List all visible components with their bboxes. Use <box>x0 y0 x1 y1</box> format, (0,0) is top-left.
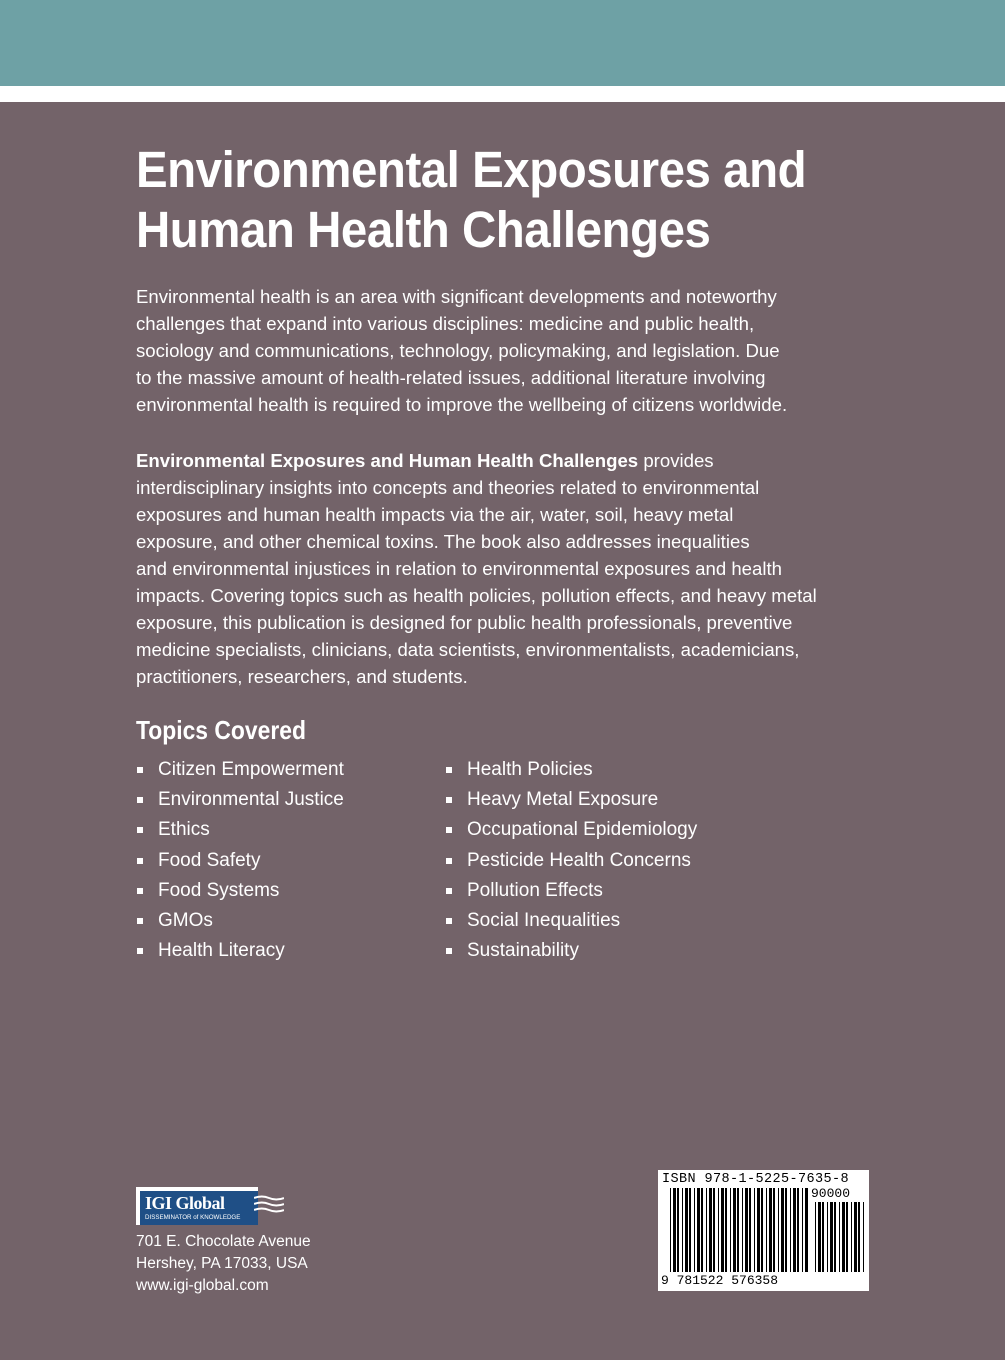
topic-item <box>445 815 697 845</box>
bullet-icon <box>137 767 143 773</box>
barcode-bar <box>689 1188 691 1272</box>
barcode-bar <box>713 1188 715 1272</box>
white-divider-stripe <box>0 86 1005 102</box>
barcode-bar <box>818 1202 821 1272</box>
topic-item <box>136 785 344 815</box>
topic-label: Pesticide Health Concerns <box>467 849 691 871</box>
book-title <box>136 140 843 260</box>
barcode-bar <box>706 1188 707 1272</box>
barcode-bar <box>733 1188 736 1272</box>
barcode-bar <box>709 1188 712 1272</box>
paragraph-line <box>136 447 881 474</box>
title-line: Human Health Challenges <box>136 201 711 258</box>
paragraph-line: sociology and communications, technology, policymaking, and legislation. Due <box>136 340 780 361</box>
paragraph-line: interdisciplinary insights into concepts and theories related to environmental <box>136 477 760 498</box>
bullet-icon <box>137 797 143 803</box>
bullet-icon <box>137 827 143 833</box>
bullet-icon <box>446 858 452 864</box>
topic-label: Health Literacy <box>158 940 285 962</box>
topic-item <box>136 876 344 906</box>
topic-item <box>445 936 697 966</box>
topic-item <box>445 785 697 815</box>
topic-label: Sustainability <box>467 940 579 962</box>
paragraph-line: challenges that expand into various disciplines: medicine and public health, <box>136 313 755 334</box>
barcode-bar <box>761 1188 763 1272</box>
paragraph-line: to the massive amount of health-related issues, additional literature involving <box>136 367 766 388</box>
barcode-bar <box>730 1188 731 1272</box>
barcode-bar <box>822 1202 824 1272</box>
barcode-bar <box>790 1188 791 1272</box>
logo-background <box>140 1191 258 1225</box>
barcode-bar <box>854 1202 857 1272</box>
barcode-bar <box>797 1188 799 1272</box>
bullet-icon <box>446 797 452 803</box>
logo-name: IGI Global <box>145 1193 225 1213</box>
topic-item <box>136 815 344 845</box>
paragraph-line: exposure, and other chemical toxins. The book also addresses inequalities <box>136 531 750 552</box>
book-title-inline: Environmental Exposures and Human Health Challenges <box>136 450 639 471</box>
paragraph-line: practitioners, researchers, and students. <box>136 666 468 687</box>
topic-label: Ethics <box>158 819 210 841</box>
address-street: 701 E. Chocolate Avenue <box>136 1233 311 1250</box>
topic-label: Health Policies <box>467 759 593 780</box>
barcode-bar <box>839 1202 840 1272</box>
topic-label: Citizen Empowerment <box>158 759 344 780</box>
barcode-bar <box>766 1188 767 1272</box>
topic-label: Food Safety <box>158 849 261 871</box>
barcode-bar <box>757 1188 760 1272</box>
topic-label: Food Systems <box>158 879 280 901</box>
topic-item <box>445 755 697 785</box>
barcode-bar <box>858 1202 860 1272</box>
barcode-bar <box>742 1188 743 1272</box>
barcode-bar <box>685 1188 688 1272</box>
barcode-bar <box>725 1188 727 1272</box>
topic-label: Heavy Metal Exposure <box>467 789 659 811</box>
paragraph-line: impacts. Covering topics such as health policies, pollution effects, and heavy metal <box>136 585 817 606</box>
barcode-bar <box>670 1188 671 1272</box>
topic-item <box>136 936 344 966</box>
title-line: Environmental Exposures and <box>136 141 807 198</box>
barcode-bar <box>718 1188 719 1272</box>
paragraph-line: exposures and human health impacts via the air, water, soil, heavy metal <box>136 504 734 525</box>
top-color-band <box>0 0 1005 86</box>
barcode-bar <box>827 1202 828 1272</box>
topics-list-left <box>136 755 344 966</box>
barcode-price-code: 90000 <box>811 1186 851 1201</box>
topic-item <box>445 906 697 936</box>
topic-label: Environmental Justice <box>158 789 344 811</box>
logo-tagline: DISSEMINATOR of KNOWLEDGE <box>145 1214 241 1221</box>
bullet-icon <box>137 918 143 924</box>
barcode-bar <box>863 1202 864 1272</box>
barcode-bar <box>694 1188 695 1272</box>
publisher-website: www.igi-global.com <box>136 1277 269 1294</box>
barcode-bar <box>749 1188 751 1272</box>
topic-label: Social Inequalities <box>467 909 621 931</box>
topic-item <box>136 846 344 876</box>
barcode-bar <box>802 1188 803 1272</box>
bullet-icon <box>137 888 143 894</box>
topic-label: Occupational Epidemiology <box>467 819 698 841</box>
barcode-bar <box>830 1202 833 1272</box>
logo-frame <box>136 1187 258 1225</box>
topic-item <box>136 906 344 936</box>
description-paragraph-2 <box>136 447 881 690</box>
bullet-icon <box>137 948 143 954</box>
bullet-icon <box>446 888 452 894</box>
barcode-bar <box>778 1188 779 1272</box>
barcode-bar <box>697 1188 700 1272</box>
topics-list-right <box>445 755 697 966</box>
barcode-bar <box>745 1188 748 1272</box>
publisher-address <box>136 1231 311 1297</box>
topic-item <box>445 846 697 876</box>
bullet-icon <box>446 918 452 924</box>
paragraph-line: environmental health is required to improve the wellbeing of citizens worldwide. <box>136 394 788 415</box>
barcode-bar <box>805 1188 808 1272</box>
barcode-bar <box>701 1188 703 1272</box>
paragraph-line: and environmental injustices in relation to environmental exposures and health <box>136 558 783 579</box>
barcode-bar <box>754 1188 755 1272</box>
topics-heading: Topics Covered <box>136 715 306 745</box>
barcode-bar <box>673 1188 676 1272</box>
barcode-digits: 9 781522 576358 <box>661 1273 779 1288</box>
paragraph-line: Environmental health is an area with significant developments and noteworthy <box>136 286 777 307</box>
topic-item <box>136 755 344 785</box>
barcode-bar <box>721 1188 724 1272</box>
logo-waves-icon <box>254 1195 284 1215</box>
barcode-bar <box>781 1188 784 1272</box>
topic-label: Pollution Effects <box>467 879 603 901</box>
barcode-bar <box>834 1202 836 1272</box>
bullet-icon <box>446 827 452 833</box>
barcode-bar <box>773 1188 775 1272</box>
barcode-bar <box>785 1188 787 1272</box>
barcode-bar <box>769 1188 772 1272</box>
bullet-icon <box>446 948 452 954</box>
isbn-label: ISBN 978-1-5225-7635-8 <box>662 1172 850 1187</box>
barcode-bar <box>737 1188 739 1272</box>
barcode-bar <box>846 1202 848 1272</box>
barcode-bar <box>851 1202 852 1272</box>
topic-item <box>445 876 697 906</box>
bullet-icon <box>446 767 452 773</box>
bullet-icon <box>137 858 143 864</box>
barcode-bar <box>677 1188 679 1272</box>
paragraph-text: provides <box>638 450 714 471</box>
paragraph-line: medicine specialists, clinicians, data scientists, environmentalists, academicians, <box>136 639 800 660</box>
paragraph-line: exposure, this publication is designed for public health professionals, preventive <box>136 612 793 633</box>
barcode-bar <box>793 1188 796 1272</box>
barcode-bar <box>682 1188 683 1272</box>
barcode-bar <box>842 1202 845 1272</box>
isbn-barcode <box>658 1170 869 1291</box>
description-paragraph-1 <box>136 283 876 418</box>
address-city: Hershey, PA 17033, USA <box>136 1255 308 1272</box>
topic-label: GMOs <box>158 909 213 931</box>
barcode-bar <box>815 1202 816 1272</box>
igi-global-logo <box>136 1187 286 1227</box>
